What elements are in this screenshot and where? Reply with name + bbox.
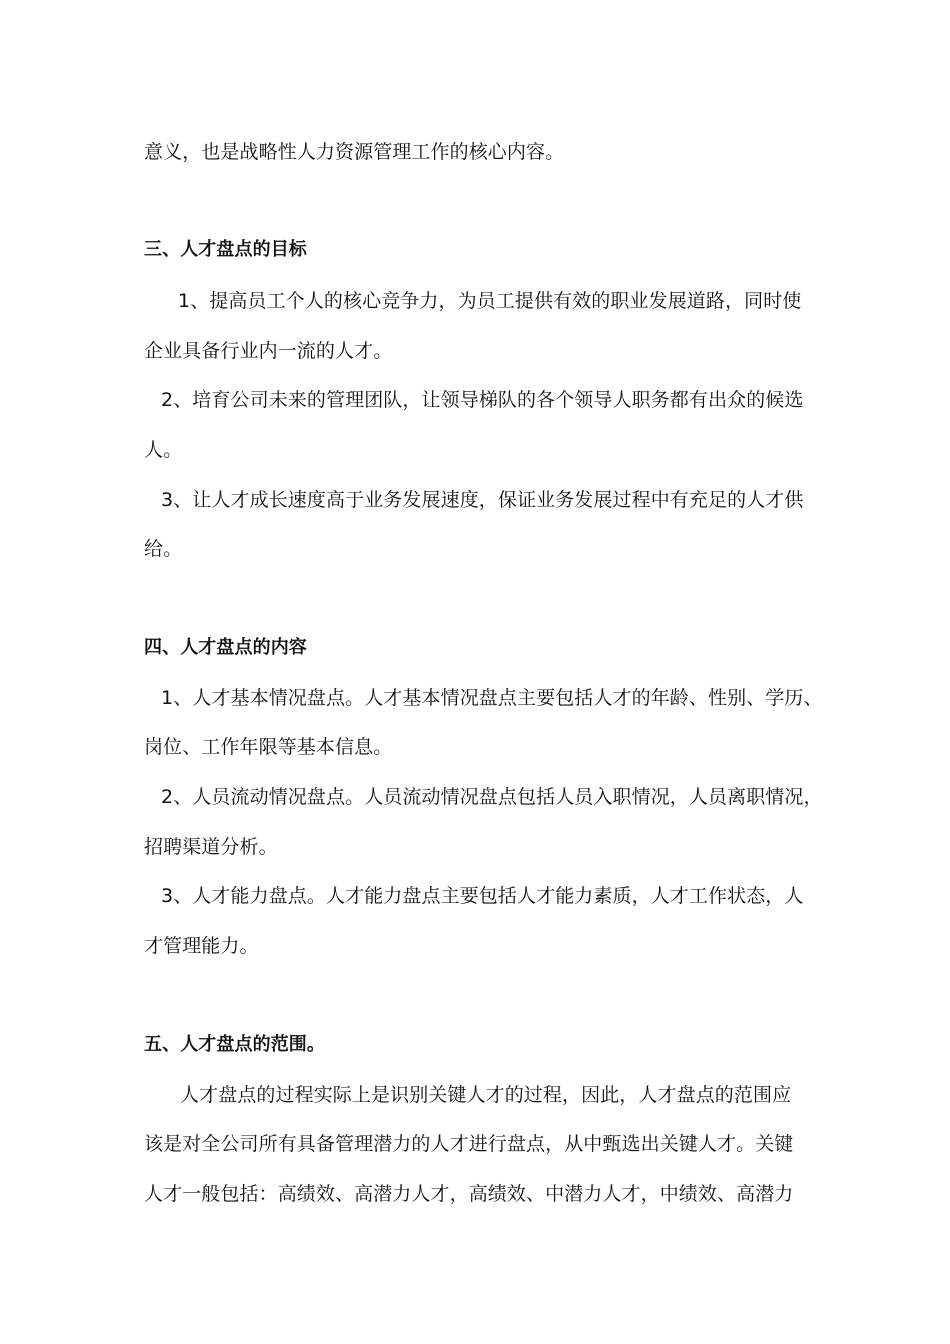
section3-item2-line1: 2、培育公司未来的管理团队，让领导梯队的各个领导人职务都有出众的候选 <box>161 389 804 411</box>
section3-item1-line1: 1、提高员工个人的核心竞争力，为员工提供有效的职业发展道路，同时使 <box>178 290 802 312</box>
section4-item1-line1: 1、人才基本情况盘点。人才基本情况盘点主要包括人才的年龄、性别、学历、 <box>161 687 823 709</box>
section5-heading: 五、人才盘点的范围。 <box>144 1034 325 1055</box>
intro-paragraph-tail: 意义，也是战略性人力资源管理工作的核心内容。 <box>144 141 565 163</box>
section4-item2-line1: 2、人员流动情况盘点。人员流动情况盘点包括人员入职情况，人员离职情况， <box>161 786 823 808</box>
section4-item2-line2: 招聘渠道分析。 <box>144 836 278 858</box>
section3-item3-line1: 3、让人才成长速度高于业务发展速度，保证业务发展过程中有充足的人才供 <box>161 489 804 511</box>
section3-heading: 三、人才盘点的目标 <box>144 239 307 260</box>
section4-item3-line2: 才管理能力。 <box>144 935 259 957</box>
section4-item3-line1: 3、人才能力盘点。人才能力盘点主要包括人才能力素质，人才工作状态，人 <box>161 885 804 907</box>
section4-item1-line2: 岗位、工作年限等基本信息。 <box>144 736 393 758</box>
section5-paragraph-line1: 人才盘点的过程实际上是识别关键人才的过程，因此，人才盘点的范围应 <box>180 1084 792 1106</box>
section4-heading: 四、人才盘点的内容 <box>144 637 307 658</box>
section5-paragraph-line3: 人才一般包括：高绩效、高潜力人才，高绩效、中潜力人才，中绩效、高潜力 <box>144 1183 794 1205</box>
section5-paragraph-line2: 该是对全公司所有具备管理潜力的人才进行盘点，从中甄选出关键人才。关键 <box>144 1133 794 1155</box>
section3-item3-line2: 给。 <box>144 538 183 560</box>
section3-item2-line2: 人。 <box>144 439 183 461</box>
section3-item1-line2: 企业具备行业内一流的人才。 <box>144 340 393 362</box>
